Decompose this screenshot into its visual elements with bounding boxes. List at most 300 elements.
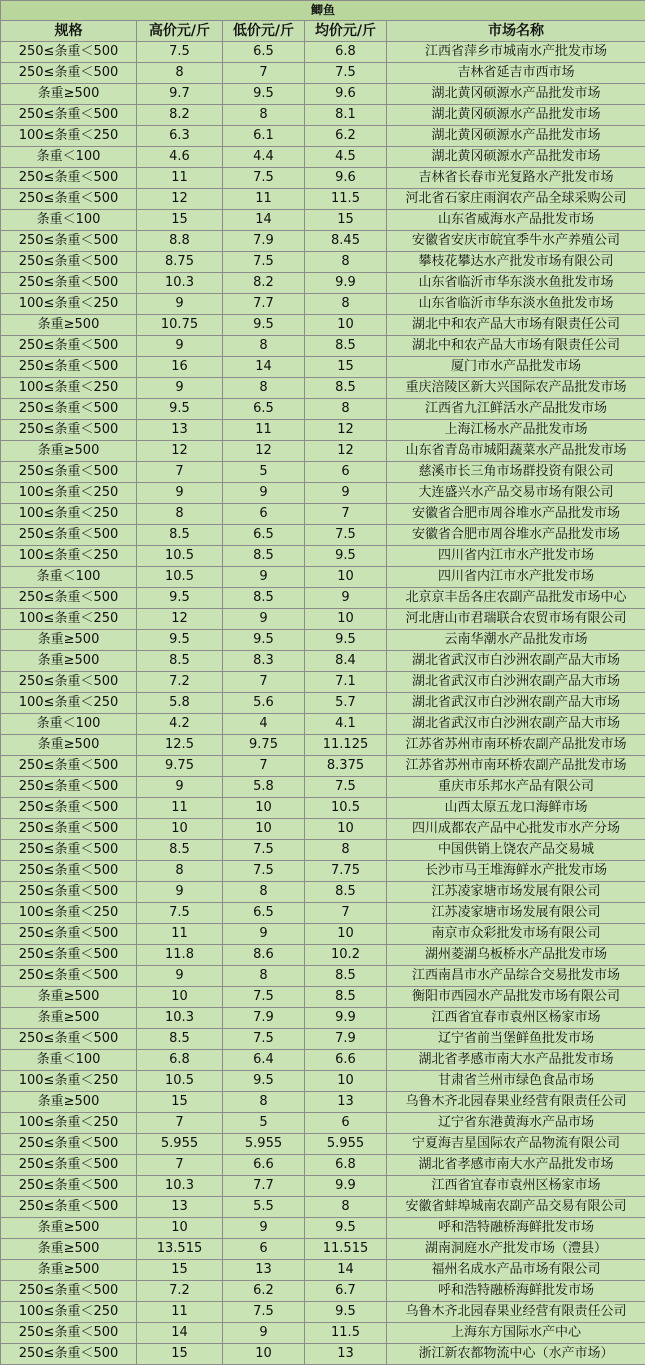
- cell-low-price: 7.5: [223, 252, 305, 273]
- cell-market-name: 江苏凌家塘市场发展有限公司: [387, 903, 645, 924]
- table-row: [1, 441, 645, 462]
- cell-spec: 250≤条重＜500: [1, 798, 137, 819]
- cell-avg-price: 10: [305, 567, 387, 588]
- cell-avg-price: 9.6: [305, 84, 387, 105]
- cell-high-price: 8: [137, 504, 223, 525]
- cell-market-name: 湖北省孝感市南大水产品批发市场: [387, 1155, 645, 1176]
- cell-high-price: 13: [137, 1197, 223, 1218]
- title-row: [1, 1, 645, 21]
- cell-high-price: 6.3: [137, 126, 223, 147]
- cell-high-price: 5.955: [137, 1134, 223, 1155]
- cell-avg-price: 11.5: [305, 1323, 387, 1344]
- cell-low-price: 5.955: [223, 1134, 305, 1155]
- cell-avg-price: 10: [305, 924, 387, 945]
- cell-market-name: 重庆市乐邦水产品有限公司: [387, 777, 645, 798]
- table-row: [1, 294, 645, 315]
- table-row: [1, 861, 645, 882]
- cell-spec: 100≤条重＜250: [1, 546, 137, 567]
- cell-avg-price: 15: [305, 210, 387, 231]
- cell-high-price: 7.5: [137, 903, 223, 924]
- cell-low-price: 6.6: [223, 1155, 305, 1176]
- cell-spec: 条重≥500: [1, 1218, 137, 1239]
- cell-low-price: 9: [223, 1218, 305, 1239]
- cell-spec: 250≤条重＜500: [1, 1155, 137, 1176]
- cell-low-price: 6.2: [223, 1281, 305, 1302]
- header-spec: 规格: [1, 21, 137, 42]
- table-row: [1, 525, 645, 546]
- cell-spec: 250≤条重＜500: [1, 672, 137, 693]
- cell-high-price: 11: [137, 798, 223, 819]
- cell-market-name: 河北唐山市君瑞联合农贸市场有限公司: [387, 609, 645, 630]
- cell-spec: 100≤条重＜250: [1, 294, 137, 315]
- cell-high-price: 15: [137, 1260, 223, 1281]
- cell-avg-price: 7.5: [305, 525, 387, 546]
- cell-market-name: 辽宁省东港黄海水产品市场: [387, 1113, 645, 1134]
- table-row: [1, 819, 645, 840]
- cell-avg-price: 11.125: [305, 735, 387, 756]
- cell-market-name: 安徽省蚌埠城南农副产品交易有限公司: [387, 1197, 645, 1218]
- cell-avg-price: 9.5: [305, 546, 387, 567]
- cell-spec: 250≤条重＜500: [1, 777, 137, 798]
- cell-low-price: 6: [223, 504, 305, 525]
- cell-high-price: 12: [137, 189, 223, 210]
- cell-avg-price: 8.45: [305, 231, 387, 252]
- cell-avg-price: 13: [305, 1344, 387, 1365]
- cell-spec: 条重≥500: [1, 315, 137, 336]
- cell-spec: 条重≥500: [1, 630, 137, 651]
- cell-avg-price: 14: [305, 1260, 387, 1281]
- cell-market-name: 安徽省合肥市周谷堆水产品批发市场: [387, 525, 645, 546]
- cell-spec: 250≤条重＜500: [1, 588, 137, 609]
- cell-low-price: 7.5: [223, 1302, 305, 1323]
- cell-avg-price: 11.5: [305, 189, 387, 210]
- cell-low-price: 10: [223, 1344, 305, 1365]
- table-row: [1, 1092, 645, 1113]
- table-row: [1, 126, 645, 147]
- cell-low-price: 7.5: [223, 987, 305, 1008]
- cell-high-price: 8.2: [137, 105, 223, 126]
- cell-high-price: 9.75: [137, 756, 223, 777]
- cell-avg-price: 10.5: [305, 798, 387, 819]
- cell-spec: 条重≥500: [1, 1092, 137, 1113]
- cell-high-price: 10.3: [137, 273, 223, 294]
- cell-avg-price: 10: [305, 819, 387, 840]
- cell-market-name: 湖北省武汉市白沙洲农副产品大市场: [387, 693, 645, 714]
- cell-avg-price: 6.7: [305, 1281, 387, 1302]
- cell-spec: 250≤条重＜500: [1, 105, 137, 126]
- cell-market-name: 湖北黄冈硕源水产品批发市场: [387, 147, 645, 168]
- table-row: [1, 210, 645, 231]
- cell-low-price: 9: [223, 609, 305, 630]
- cell-avg-price: 8.1: [305, 105, 387, 126]
- cell-market-name: 江西南昌市水产品综合交易批发市场: [387, 966, 645, 987]
- cell-market-name: 湖北黄冈硕源水产品批发市场: [387, 105, 645, 126]
- table-row: [1, 504, 645, 525]
- cell-low-price: 9: [223, 567, 305, 588]
- cell-spec: 250≤条重＜500: [1, 1281, 137, 1302]
- cell-spec: 100≤条重＜250: [1, 483, 137, 504]
- cell-high-price: 7.2: [137, 1281, 223, 1302]
- cell-spec: 100≤条重＜250: [1, 1302, 137, 1323]
- cell-spec: 250≤条重＜500: [1, 924, 137, 945]
- cell-avg-price: 7: [305, 903, 387, 924]
- table-row: [1, 1302, 645, 1323]
- cell-market-name: 慈溪市长三角市场群投资有限公司: [387, 462, 645, 483]
- cell-low-price: 14: [223, 357, 305, 378]
- cell-low-price: 11: [223, 420, 305, 441]
- cell-avg-price: 6.8: [305, 42, 387, 63]
- cell-low-price: 4.4: [223, 147, 305, 168]
- cell-low-price: 6: [223, 1239, 305, 1260]
- cell-low-price: 6.5: [223, 903, 305, 924]
- cell-avg-price: 5.955: [305, 1134, 387, 1155]
- cell-high-price: 10.5: [137, 546, 223, 567]
- cell-high-price: 11.8: [137, 945, 223, 966]
- table-row: [1, 378, 645, 399]
- table-row: [1, 63, 645, 84]
- cell-high-price: 12: [137, 441, 223, 462]
- cell-avg-price: 9.5: [305, 1218, 387, 1239]
- cell-market-name: 长沙市马王堆海鲜水产批发市场: [387, 861, 645, 882]
- table-row: [1, 882, 645, 903]
- cell-avg-price: 10.2: [305, 945, 387, 966]
- cell-market-name: 厦门市水产品批发市场: [387, 357, 645, 378]
- table-row: [1, 1050, 645, 1071]
- cell-high-price: 10.75: [137, 315, 223, 336]
- cell-avg-price: 13: [305, 1092, 387, 1113]
- cell-spec: 条重≥500: [1, 987, 137, 1008]
- cell-market-name: 北京京丰岳各庄农副产品批发市场中心: [387, 588, 645, 609]
- header-market-name: 市场名称: [387, 21, 645, 42]
- cell-spec: 100≤条重＜250: [1, 504, 137, 525]
- table-row: [1, 714, 645, 735]
- cell-high-price: 12.5: [137, 735, 223, 756]
- cell-avg-price: 8.4: [305, 651, 387, 672]
- cell-high-price: 8.5: [137, 651, 223, 672]
- cell-spec: 100≤条重＜250: [1, 693, 137, 714]
- cell-avg-price: 10: [305, 1071, 387, 1092]
- table-row: [1, 1176, 645, 1197]
- cell-avg-price: 8: [305, 294, 387, 315]
- cell-avg-price: 7.5: [305, 63, 387, 84]
- cell-avg-price: 7.9: [305, 1029, 387, 1050]
- cell-market-name: 湖北省武汉市白沙洲农副产品大市场: [387, 714, 645, 735]
- cell-low-price: 6.4: [223, 1050, 305, 1071]
- cell-low-price: 6.5: [223, 525, 305, 546]
- cell-spec: 条重＜100: [1, 210, 137, 231]
- cell-spec: 100≤条重＜250: [1, 1071, 137, 1092]
- cell-low-price: 8: [223, 1092, 305, 1113]
- cell-high-price: 11: [137, 924, 223, 945]
- cell-spec: 条重≥500: [1, 84, 137, 105]
- cell-high-price: 7: [137, 1155, 223, 1176]
- cell-high-price: 9.5: [137, 588, 223, 609]
- cell-avg-price: 15: [305, 357, 387, 378]
- cell-avg-price: 7.75: [305, 861, 387, 882]
- cell-market-name: 安徽省合肥市周谷堆水产品批发市场: [387, 504, 645, 525]
- cell-spec: 条重＜100: [1, 567, 137, 588]
- cell-market-name: 攀枝花攀达水产批发市场有限公司: [387, 252, 645, 273]
- cell-high-price: 9.7: [137, 84, 223, 105]
- cell-market-name: 江西省宜春市袁州区杨家市场: [387, 1008, 645, 1029]
- cell-high-price: 10: [137, 1218, 223, 1239]
- cell-high-price: 13.515: [137, 1239, 223, 1260]
- cell-spec: 250≤条重＜500: [1, 1029, 137, 1050]
- cell-avg-price: 6.6: [305, 1050, 387, 1071]
- cell-high-price: 10.5: [137, 1071, 223, 1092]
- cell-market-name: 江西省九江鲜活水产品批发市场: [387, 399, 645, 420]
- cell-spec: 250≤条重＜500: [1, 1134, 137, 1155]
- cell-low-price: 9: [223, 924, 305, 945]
- cell-market-name: 湖北省武汉市白沙洲农副产品大市场: [387, 651, 645, 672]
- cell-high-price: 8.75: [137, 252, 223, 273]
- cell-market-name: 江苏省苏州市南环桥农副产品批发市场: [387, 735, 645, 756]
- cell-high-price: 9: [137, 378, 223, 399]
- table-row: [1, 399, 645, 420]
- table-row: [1, 231, 645, 252]
- cell-market-name: 吉林省长春市光复路水产批发市场: [387, 168, 645, 189]
- table-row: [1, 1197, 645, 1218]
- cell-high-price: 4.2: [137, 714, 223, 735]
- cell-high-price: 8.5: [137, 840, 223, 861]
- table-row: [1, 588, 645, 609]
- cell-high-price: 9.5: [137, 399, 223, 420]
- cell-low-price: 9: [223, 483, 305, 504]
- cell-spec: 条重＜100: [1, 147, 137, 168]
- cell-low-price: 7.5: [223, 1029, 305, 1050]
- cell-market-name: 山东省临沂市华东淡水鱼批发市场: [387, 273, 645, 294]
- cell-high-price: 9: [137, 483, 223, 504]
- table-row: [1, 147, 645, 168]
- table-row: [1, 168, 645, 189]
- cell-high-price: 10.3: [137, 1008, 223, 1029]
- cell-low-price: 5: [223, 462, 305, 483]
- cell-spec: 250≤条重＜500: [1, 819, 137, 840]
- cell-low-price: 7.5: [223, 168, 305, 189]
- cell-spec: 100≤条重＜250: [1, 378, 137, 399]
- cell-low-price: 9: [223, 1323, 305, 1344]
- cell-avg-price: 6: [305, 1113, 387, 1134]
- cell-high-price: 10: [137, 987, 223, 1008]
- table-row: [1, 798, 645, 819]
- cell-market-name: 吉林省延吉市西市场: [387, 63, 645, 84]
- cell-low-price: 7.5: [223, 840, 305, 861]
- cell-avg-price: 8: [305, 252, 387, 273]
- cell-spec: 250≤条重＜500: [1, 1176, 137, 1197]
- cell-high-price: 15: [137, 210, 223, 231]
- cell-spec: 条重≥500: [1, 651, 137, 672]
- cell-market-name: 湖北中和农产品大市场有限责任公司: [387, 336, 645, 357]
- cell-low-price: 7: [223, 756, 305, 777]
- table-row: [1, 966, 645, 987]
- cell-avg-price: 9: [305, 483, 387, 504]
- cell-market-name: 四川省内江市水产批发市场: [387, 546, 645, 567]
- cell-market-name: 山东省临沂市华东淡水鱼批发市场: [387, 294, 645, 315]
- table-row: [1, 1008, 645, 1029]
- cell-spec: 250≤条重＜500: [1, 966, 137, 987]
- cell-market-name: 上海江杨水产品批发市场: [387, 420, 645, 441]
- cell-low-price: 9.5: [223, 630, 305, 651]
- cell-high-price: 7: [137, 1113, 223, 1134]
- cell-low-price: 8.6: [223, 945, 305, 966]
- cell-market-name: 江西省宜春市袁州区杨家市场: [387, 1176, 645, 1197]
- cell-high-price: 6.8: [137, 1050, 223, 1071]
- table-row: [1, 735, 645, 756]
- table-row: [1, 1218, 645, 1239]
- table-row: [1, 357, 645, 378]
- cell-spec: 250≤条重＜500: [1, 399, 137, 420]
- cell-high-price: 12: [137, 609, 223, 630]
- table-row: [1, 630, 645, 651]
- cell-market-name: 江西省萍乡市城南水产批发市场: [387, 42, 645, 63]
- cell-spec: 250≤条重＜500: [1, 252, 137, 273]
- cell-market-name: 甘肃省兰州市绿色食品市场: [387, 1071, 645, 1092]
- table-row: [1, 336, 645, 357]
- cell-spec: 250≤条重＜500: [1, 336, 137, 357]
- cell-high-price: 11: [137, 1302, 223, 1323]
- cell-high-price: 11: [137, 168, 223, 189]
- cell-market-name: 福州名成水产品市场有限公司: [387, 1260, 645, 1281]
- cell-spec: 100≤条重＜250: [1, 1113, 137, 1134]
- cell-spec: 条重≥500: [1, 1239, 137, 1260]
- cell-avg-price: 12: [305, 441, 387, 462]
- cell-high-price: 9: [137, 882, 223, 903]
- cell-low-price: 9.5: [223, 315, 305, 336]
- table-row: [1, 84, 645, 105]
- cell-spec: 250≤条重＜500: [1, 168, 137, 189]
- cell-low-price: 6.1: [223, 126, 305, 147]
- table-row: [1, 273, 645, 294]
- table-row: [1, 1260, 645, 1281]
- table-row: [1, 315, 645, 336]
- cell-market-name: 大连盛兴水产品交易市场有限公司: [387, 483, 645, 504]
- cell-low-price: 7.7: [223, 1176, 305, 1197]
- cell-low-price: 12: [223, 441, 305, 462]
- cell-avg-price: 10: [305, 315, 387, 336]
- cell-spec: 条重＜100: [1, 1050, 137, 1071]
- cell-low-price: 11: [223, 189, 305, 210]
- cell-avg-price: 11.515: [305, 1239, 387, 1260]
- cell-spec: 250≤条重＜500: [1, 273, 137, 294]
- cell-spec: 250≤条重＜500: [1, 1344, 137, 1365]
- cell-avg-price: 4.5: [305, 147, 387, 168]
- cell-market-name: 衡阳市西园水产品批发市场有限公司: [387, 987, 645, 1008]
- cell-low-price: 7.9: [223, 1008, 305, 1029]
- cell-spec: 条重≥500: [1, 735, 137, 756]
- header-row: [1, 21, 645, 42]
- cell-low-price: 14: [223, 210, 305, 231]
- cell-high-price: 10: [137, 819, 223, 840]
- table-row: [1, 1134, 645, 1155]
- cell-spec: 条重≥500: [1, 1260, 137, 1281]
- cell-avg-price: 7.1: [305, 672, 387, 693]
- table-row: [1, 945, 645, 966]
- cell-low-price: 8: [223, 378, 305, 399]
- cell-high-price: 9.5: [137, 630, 223, 651]
- cell-market-name: 乌鲁木齐北园春果业经营有限责任公司: [387, 1092, 645, 1113]
- table-row: [1, 462, 645, 483]
- cell-spec: 250≤条重＜500: [1, 840, 137, 861]
- cell-spec: 100≤条重＜250: [1, 903, 137, 924]
- cell-high-price: 8.5: [137, 1029, 223, 1050]
- cell-market-name: 湖南洞庭水产批发市场（澧县）: [387, 1239, 645, 1260]
- cell-avg-price: 12: [305, 420, 387, 441]
- cell-high-price: 15: [137, 1344, 223, 1365]
- cell-high-price: 15: [137, 1092, 223, 1113]
- cell-market-name: 山西太原五龙口海鲜市场: [387, 798, 645, 819]
- cell-low-price: 7.9: [223, 231, 305, 252]
- cell-avg-price: 5.7: [305, 693, 387, 714]
- cell-low-price: 8.2: [223, 273, 305, 294]
- header-avg-price: 均价元/斤: [305, 21, 387, 42]
- table-row: [1, 483, 645, 504]
- cell-low-price: 5.5: [223, 1197, 305, 1218]
- cell-avg-price: 8: [305, 840, 387, 861]
- cell-high-price: 7.5: [137, 42, 223, 63]
- cell-avg-price: 4.1: [305, 714, 387, 735]
- cell-avg-price: 7.5: [305, 777, 387, 798]
- cell-high-price: 8.5: [137, 525, 223, 546]
- cell-market-name: 湖北中和农产品大市场有限责任公司: [387, 315, 645, 336]
- cell-spec: 250≤条重＜500: [1, 357, 137, 378]
- cell-avg-price: 9.6: [305, 168, 387, 189]
- cell-market-name: 宁夏海吉星国际农产品物流有限公司: [387, 1134, 645, 1155]
- cell-spec: 250≤条重＜500: [1, 462, 137, 483]
- cell-market-name: 呼和浩特融桥海鲜批发市场: [387, 1281, 645, 1302]
- cell-avg-price: 9.9: [305, 1008, 387, 1029]
- cell-low-price: 7: [223, 672, 305, 693]
- cell-avg-price: 9.9: [305, 273, 387, 294]
- cell-low-price: 5: [223, 1113, 305, 1134]
- cell-market-name: 浙江新农都物流中心（水产市场）: [387, 1344, 645, 1365]
- cell-low-price: 13: [223, 1260, 305, 1281]
- cell-high-price: 5.8: [137, 693, 223, 714]
- cell-low-price: 8: [223, 336, 305, 357]
- cell-market-name: 江苏省苏州市南环桥农副产品批发市场: [387, 756, 645, 777]
- cell-spec: 条重≥500: [1, 1008, 137, 1029]
- table-title: 鲫鱼: [1, 1, 645, 21]
- table-row: [1, 1281, 645, 1302]
- cell-avg-price: 7: [305, 504, 387, 525]
- cell-market-name: 中国供销上饶农产品交易城: [387, 840, 645, 861]
- table-row: [1, 777, 645, 798]
- cell-market-name: 四川成都农产品中心批发市水产分场: [387, 819, 645, 840]
- cell-market-name: 山东省威海水产品批发市场: [387, 210, 645, 231]
- cell-low-price: 5.8: [223, 777, 305, 798]
- cell-low-price: 8: [223, 882, 305, 903]
- cell-spec: 250≤条重＜500: [1, 1323, 137, 1344]
- table-row: [1, 1113, 645, 1134]
- cell-avg-price: 8.5: [305, 966, 387, 987]
- cell-high-price: 9: [137, 966, 223, 987]
- cell-low-price: 6.5: [223, 42, 305, 63]
- cell-high-price: 9: [137, 336, 223, 357]
- cell-high-price: 16: [137, 357, 223, 378]
- cell-market-name: 山东省青岛市城阳蔬菜水产品批发市场: [387, 441, 645, 462]
- cell-low-price: 6.5: [223, 399, 305, 420]
- table-row: [1, 924, 645, 945]
- cell-avg-price: 8.5: [305, 882, 387, 903]
- table-row: [1, 1155, 645, 1176]
- table-row: [1, 567, 645, 588]
- cell-market-name: 重庆涪陵区新大兴国际农产品批发市场: [387, 378, 645, 399]
- cell-high-price: 13: [137, 420, 223, 441]
- cell-market-name: 乌鲁木齐北园春果业经营有限责任公司: [387, 1302, 645, 1323]
- cell-high-price: 8.8: [137, 231, 223, 252]
- cell-high-price: 7.2: [137, 672, 223, 693]
- cell-avg-price: 10: [305, 609, 387, 630]
- cell-market-name: 湖北省武汉市白沙洲农副产品大市场: [387, 672, 645, 693]
